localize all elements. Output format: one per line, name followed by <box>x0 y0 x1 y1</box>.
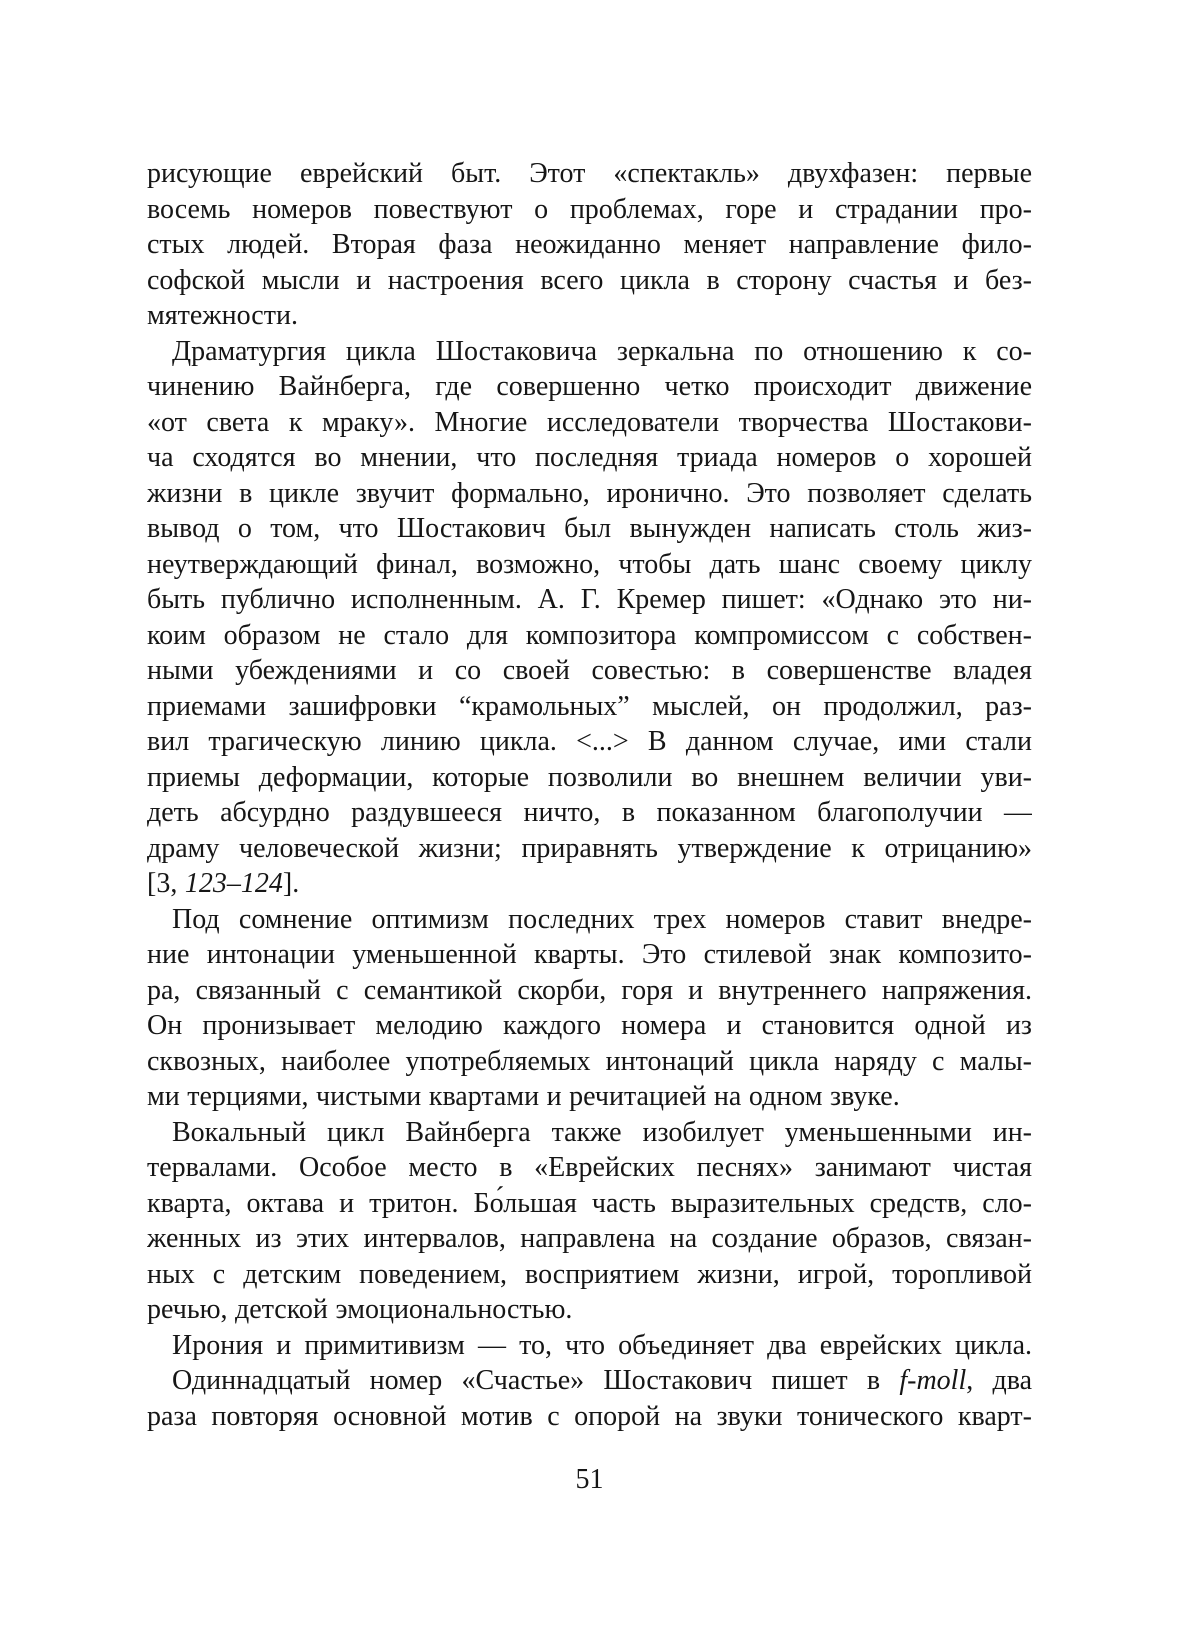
paragraph <box>147 156 1032 334</box>
text-line <box>147 334 1032 370</box>
text-line <box>147 866 1032 902</box>
text-line <box>147 192 1032 228</box>
text-run: ]. <box>282 868 300 899</box>
text-line <box>147 1399 1032 1435</box>
text-block <box>147 156 1032 1434</box>
text-run: [3, <box>147 868 185 899</box>
italic-text-run: 123–124 <box>184 868 283 899</box>
text-line <box>147 689 1032 725</box>
text-line <box>147 1150 1032 1186</box>
text-line <box>147 937 1032 973</box>
text-run: тервалами. Особое место в «Еврейских песнях» занимают чистая <box>147 1152 1032 1183</box>
text-line <box>147 1186 1032 1222</box>
text-line <box>147 511 1032 547</box>
text-line <box>147 405 1032 441</box>
text-run: , два <box>966 1365 1032 1396</box>
text-run: рисующие еврейский быт. Этот «спектакль» двухфазен: первые <box>147 158 1032 189</box>
page-number: 51 <box>575 1464 604 1495</box>
text-line <box>147 227 1032 263</box>
text-line <box>147 1328 1032 1364</box>
text-run: вывод о том, что Шостакович был вынужден написать столь жиз- <box>147 513 1032 544</box>
text-run: Одиннадцатый номер «Счастье» Шостакович пишет в <box>172 1365 900 1396</box>
text-run: деть абсурдно раздувшееся ничто, в показанном благополучии — <box>147 797 1032 828</box>
text-line <box>147 902 1032 938</box>
text-line <box>147 582 1032 618</box>
text-line <box>147 653 1032 689</box>
text-run: кварта, октава и тритон. Бо́льшая часть выразительных средств, сло- <box>147 1187 1032 1219</box>
text-run: ными убеждениями и со своей совестью: в совершенстве владея <box>147 655 1032 686</box>
text-run: сквозных, наиболее употребляемых интонаций цикла наряду с малы- <box>147 1045 1032 1077</box>
text-line <box>147 760 1032 796</box>
text-run: драму человеческой жизни; приравнять утверждение к отрицанию» <box>147 832 1032 864</box>
text-line <box>147 440 1032 476</box>
text-run: вил трагическую линию цикла. <...> В данном случае, ими стали <box>147 726 1032 757</box>
text-run: ных с детским поведением, восприятием жизни, игрой, торопливой <box>147 1258 1032 1290</box>
text-run: приемами зашифровки “крамольных” мыслей, он продолжил, раз- <box>147 690 1032 722</box>
text-run: стых людей. Вторая фаза неожиданно меняет направление фило- <box>147 229 1032 260</box>
text-line <box>147 1115 1032 1151</box>
text-run: жизни в цикле звучит формально, иронично. Это позволяет сделать <box>147 477 1032 509</box>
text-line <box>147 1363 1032 1399</box>
text-line <box>147 156 1032 192</box>
text-line <box>147 618 1032 654</box>
text-run: речью, детской эмоциональностью. <box>147 1294 573 1325</box>
text-run: Ирония и примитивизм — то, что объединяет два еврейских цикла. <box>172 1329 1032 1361</box>
text-line <box>147 831 1032 867</box>
text-run: чинению Вайнберга, где совершенно четко происходит движение <box>147 371 1032 402</box>
text-line <box>147 1044 1032 1080</box>
text-line <box>147 795 1032 831</box>
text-line <box>147 1257 1032 1293</box>
text-line <box>147 369 1032 405</box>
text-run: неутверждающий финал, возможно, чтобы дать шанс своему циклу <box>147 548 1032 580</box>
text-run: Под сомнение оптимизм последних трех номеров ставит внедре- <box>172 903 1032 935</box>
text-run: коим образом не стало для композитора компромиссом с собствен- <box>147 619 1032 651</box>
text-run: ра, связанный с семантикой скорби, горя и внутреннего напряжения. <box>147 974 1032 1006</box>
text-line <box>147 1221 1032 1257</box>
text-run: ми терциями, чистыми квартами и речитацией на одном звуке. <box>147 1081 900 1112</box>
text-run: мятежности. <box>147 300 298 331</box>
text-run: Драматургия цикла Шостаковича зеркальна по отношению к со- <box>172 335 1032 367</box>
text-run: приемы деформации, которые позволили во внешнем величии уви- <box>147 761 1032 793</box>
text-run: ние интонации уменьшенной кварты. Это стилевой знак композито- <box>147 939 1032 970</box>
text-line <box>147 263 1032 299</box>
text-line <box>147 1079 1032 1115</box>
italic-text-run: f-moll <box>899 1365 967 1396</box>
text-run: женных из этих интервалов, направлена на создание образов, связан- <box>147 1223 1032 1254</box>
text-run: Он пронизывает мелодию каждого номера и становится одной из <box>147 1010 1032 1041</box>
text-run: софской мысли и настроения всего цикла в сторону счастья и без- <box>147 264 1032 296</box>
text-line <box>147 973 1032 1009</box>
paragraph <box>147 1328 1032 1364</box>
paragraph <box>147 334 1032 902</box>
text-run: восемь номеров повествуют о проблемах, горе и страдании про- <box>147 193 1032 225</box>
paragraph <box>147 1115 1032 1328</box>
text-line <box>147 1008 1032 1044</box>
text-line <box>147 1292 1032 1328</box>
text-line <box>147 298 1032 334</box>
text-line <box>147 547 1032 583</box>
paragraph <box>147 1363 1032 1434</box>
paragraph <box>147 902 1032 1115</box>
text-run: раза повторяя основной мотив с опорой на звуки тонического кварт- <box>147 1400 1032 1432</box>
text-run: Вокальный цикл Вайнберга также изобилует уменьшенными ин- <box>172 1116 1032 1148</box>
text-line <box>147 476 1032 512</box>
text-line <box>147 724 1032 760</box>
text-run: «от света к мраку». Многие исследователи творчества Шостакови- <box>147 406 1032 438</box>
text-run: ча сходятся во мнении, что последняя триада номеров о хорошей <box>147 442 1032 473</box>
text-run: быть публично исполненным. А. Г. Кремер пишет: «Однако это ни- <box>147 584 1032 615</box>
